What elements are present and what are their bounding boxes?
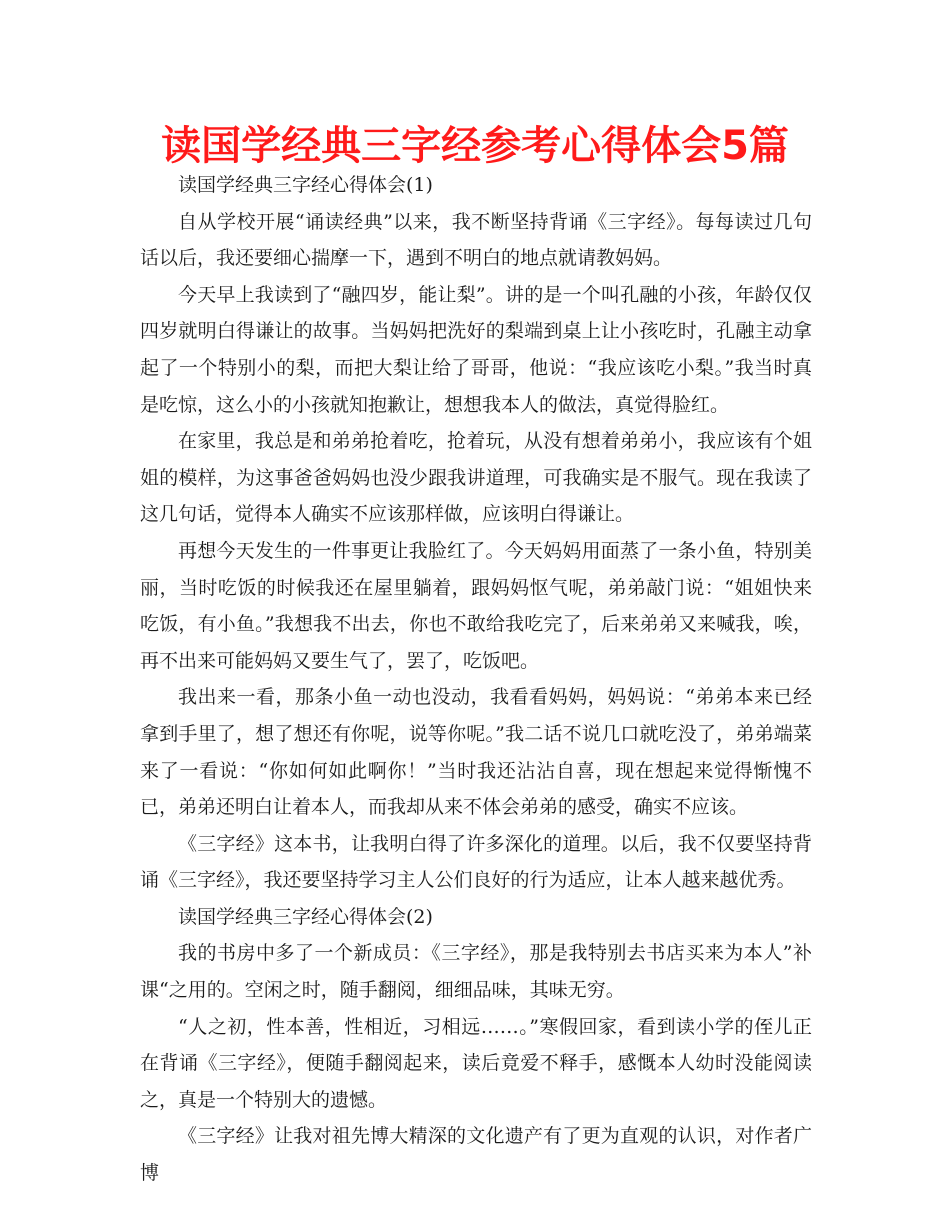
paragraph: 我的书房中多了一个新成员：《三字经》，那是我特别去书店买来为本人”补课“之用的。空闲之时，随手翻阅，细细品味，其味无穷。 — [140, 942, 812, 1002]
document-body — [140, 167, 812, 1192]
paragraph: 我出来一看，那条小鱼一动也没动，我看看妈妈，妈妈说：“弟弟本来已经拿到手里了，想了想还有你呢，说等你呢。”我二话不说几口就吃没了，弟弟端菜来了一看说：“你如何如此啊你！”当时我还沾沾自喜，现在想起来觉得惭愧不已，弟弟还明白让着本人，而我却从来不体会弟弟的感受，确实不应该。 — [140, 686, 812, 819]
section-heading-1: 读国学经典三字经心得体会(1) — [178, 174, 433, 196]
paragraph: 自从学校开展“诵读经典”以来，我不断坚持背诵《三字经》。每每读过几句话以后，我还要细心揣摩一下，遇到不明白的地点就请教妈妈。 — [140, 210, 812, 270]
paragraph: “人之初，性本善，性相近，习相远……。”寒假回家，看到读小学的侄儿正在背诵《三字经》，便随手翻阅起来，读后竟爱不释手，感慨本人幼时没能阅读之，真是一个特别大的遗憾。 — [140, 1015, 812, 1111]
paragraph: 在家里，我总是和弟弟抢着吃，抢着玩，从没有想着弟弟小，我应该有个姐姐的模样，为这事爸爸妈妈也没少跟我讲道理，可我确实是不服气。现在我读了这几句话，觉得本人确实不应该那样做，应该明白得谦让。 — [140, 430, 812, 526]
section-heading-2: 读国学经典三字经心得体会(2) — [178, 905, 433, 928]
paragraph: 《三字经》让我对祖先博大精深的文化遗产有了更为直观的认识，对作者广博 — [140, 1125, 812, 1185]
paragraph: 再想今天发生的一件事更让我脸红了。今天妈妈用面蒸了一条小鱼，特别美丽，当时吃饭的时候我还在屋里躺着，跟妈妈怄气呢，弟弟敲门说：“姐姐快来吃饭，有小鱼。”我想我不出去，你也不敢给我吃完了，后来弟弟又来喊我，唉，再不出来可能妈妈又要生气了，罢了，吃饭吧。 — [140, 539, 812, 672]
paragraph: 《三字经》这本书，让我明白得了许多深化的道理。以后，我不仅要坚持背诵《三字经》，我还要坚持学习主人公们良好的行为适应，让本人越来越优秀。 — [140, 832, 812, 892]
paragraph: 今天早上我读到了“融四岁，能让梨”。讲的是一个叫孔融的小孩，年龄仅仅四岁就明白得谦让的故事。当妈妈把洗好的梨端到桌上让小孩吃时，孔融主动拿起了一个特别小的梨，而把大梨让给了哥哥，他说：“我应该吃小梨。”我当时真是吃惊，这么小的小孩就知抱歉让，想想我本人的做法，真觉得脸红。 — [140, 283, 812, 416]
document-title: 读国学经典三字经参考心得体会5篇 — [161, 123, 789, 169]
